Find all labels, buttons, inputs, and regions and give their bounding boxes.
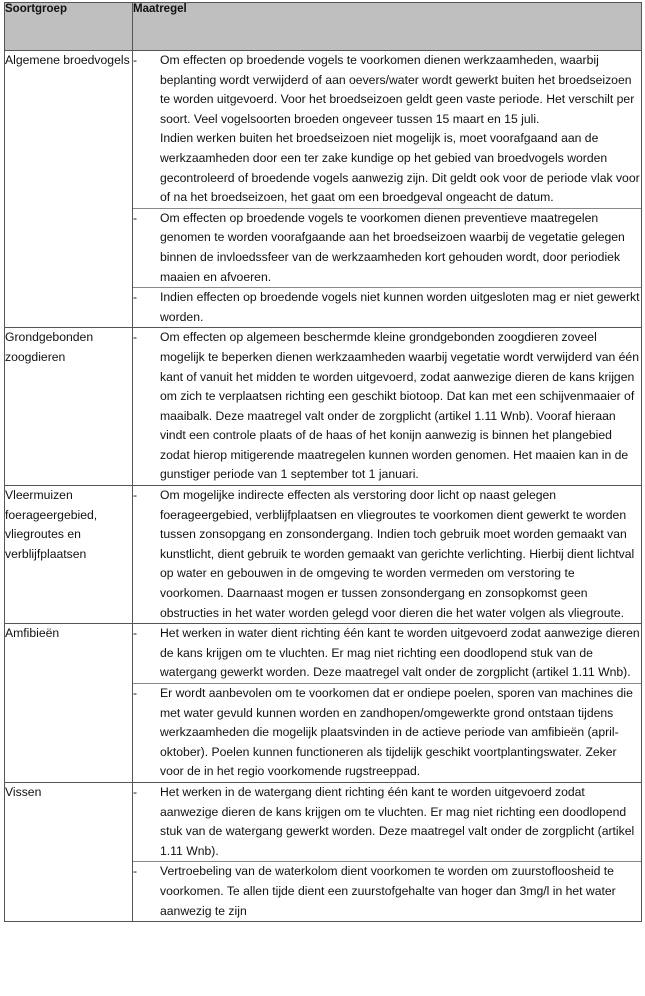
measure-paragraph: Het werken in de watergang dient richting één kant te worden uitgevoerd zodat aanwezige dieren de kans krijgen om te vluchten. Er mag niet richting een doodlopend stuk van de watergang gewerkt worden. Deze maatregel valt onder de zorgplicht (artikel 1.11 Wnb). — [160, 784, 635, 858]
measure-item — [133, 783, 641, 861]
table-row — [5, 328, 642, 486]
bullet-dash: - — [133, 290, 138, 305]
header-maatregel: Maatregel — [133, 3, 642, 51]
measure-cell — [133, 51, 642, 328]
measure-paragraph: Indien effecten op broedende vogels niet kunnen worden uitgesloten mag er niet gewerkt worden. — [160, 290, 640, 324]
measure-text — [160, 862, 641, 921]
measure-text — [160, 783, 641, 861]
bullet-dash: - — [133, 686, 138, 700]
bullet-dash: - — [133, 210, 138, 225]
bullet-dash: - — [133, 330, 138, 345]
measure-text — [160, 486, 641, 623]
table-row — [5, 782, 642, 921]
measure-item — [133, 51, 641, 208]
header-soortgroep: Soortgroep — [5, 3, 133, 51]
measure-paragraph: Om effecten op broedende vogels te voorkomen dienen werkzaamheden, waarbij beplanting wordt verwijderd of aan oevers/water wordt gewerkt buiten het broedseizoen te worden uitgevoerd. Voor het broedseizoen geldt geen vaste periode. Het verschilt per soort. Veel vogelsoorten broeden ongeveer tussen 15 maart en 15 juli. — [160, 53, 635, 126]
measure-text — [160, 288, 641, 327]
bullet-dash: - — [133, 626, 138, 641]
measure-cell — [133, 624, 642, 783]
bullet-dash: - — [133, 53, 138, 67]
table-header-row — [5, 3, 642, 51]
measure-text — [160, 328, 641, 485]
measure-paragraph: Er wordt aanbevolen om te voorkomen dat er ondiepe poelen, sporen van machines die met water gevuld kunnen worden en zandhopen/omgewerkte grond ontstaan tijdens werkzaamheden die mogelijk plaatsvinden in de actieve periode van amfibieën (april-oktober). Poelen kunnen functioneren als tijdelijk geschikt voortplantingswater. Zeker voor de in het regio voorkomende rugstreeppad. — [160, 686, 633, 779]
measure-paragraph: Om effecten op broedende vogels te voorkomen dienen preventieve maatregelen genomen te worden voorafgaande aan het broedseizoen waarbij de vegetatie gelegen binnen de invloedssfeer van de werkzaamheden kort gehouden wordt, door periodiek maaien en afvoeren. — [160, 210, 625, 284]
measures-table — [4, 2, 642, 922]
measure-paragraph: Om mogelijke indirecte effecten als verstoring door licht op naast gelegen foerageergebied, verblijfplaatsen en vliegroutes te voorkomen dient gewerkt te worden tussen zonsopgang en zonsondergang. Indien toch gebruik moet worden gemaakt van kunstlicht, dient gebruik te worden gemaakt van gerichte verlichting. Hierbij dient lichtval op water en gebouwen in de omgeving te worden vermeden om verstoring te voorkomen. Daarnaast mogen er tussen zonsondergang en zonsopkomst geen obstructies in het water worden gelegd voor dieren die het water volgen als vliegroute. — [160, 488, 635, 620]
measure-item — [133, 328, 641, 485]
measure-text — [160, 209, 641, 287]
table-row — [5, 51, 642, 328]
species-group-cell: Vleermuizen foerageergebied, vliegroutes en verblijfplaatsen — [5, 486, 133, 624]
table-row — [5, 486, 642, 624]
measure-item — [133, 287, 641, 327]
measure-text — [160, 684, 641, 782]
measure-text — [160, 51, 641, 208]
measure-item — [133, 208, 641, 287]
bullet-dash: - — [133, 488, 138, 503]
measure-paragraph: Het werken in water dient richting één kant te worden uitgevoerd zodat aanwezige dieren de kans krijgen om te vluchten. Er mag niet richting een doodlopend stuk van de watergang gewerkt worden. Deze maatregel valt onder de zorgplicht (artikel 1.11 Wnb). — [160, 626, 640, 680]
measure-item — [133, 683, 641, 782]
measure-cell — [133, 782, 642, 921]
measure-paragraph: Indien werken buiten het broedseizoen niet mogelijk is, moet voorafgaand aan de werkzaamheden door een ter zake kundige op het gebied van broedvogels worden gecontroleerd of broedende vogels aanwezig zijn. Dit geldt ook voor de periode vlak voor of na het broedseizoen, het gaat om een broedgeval ongeacht de datum. — [160, 131, 640, 205]
species-group-cell: Grondgebonden zoogdieren — [5, 328, 133, 486]
bullet-dash: - — [133, 784, 138, 799]
measure-item — [133, 486, 641, 623]
measure-paragraph: Om effecten op algemeen beschermde kleine grondgebonden zoogdieren zoveel mogelijk te beperken dienen werkzaamheden waarbij vegetatie wordt verwijderd van één kant of vanuit het midden te worden uitgevoerd, zodat aanwezige dieren de kans krijgen om zich te verplaatsen richting een geschikt biotoop. Dat kan met een schijvenmaaier of maaibalk. Deze maatregel valt onder de zorgplicht (artikel 1.11 Wnb). Vooraf hieraan vindt een controle plaats of de haas of het konijn aanwezig is binnen het plangebied zodat hierop mitigerende maatregelen kunnen worden genomen. Het maaien kan in de gunstiger periode van 1 september tot 1 januari. — [160, 330, 639, 482]
species-group-cell: Algemene broedvogels — [5, 51, 133, 328]
table-row — [5, 624, 642, 783]
measure-text — [160, 624, 641, 683]
species-group-cell: Amfibieën — [5, 624, 133, 783]
measure-paragraph: Vertroebeling van de waterkolom dient voorkomen te worden om zuurstofloosheid te voorkomen. Te allen tijde dient een zuurstofgehalte van hoger dan 3mg/l in het water aanwezig te zijn — [160, 864, 616, 918]
measure-item — [133, 861, 641, 921]
measure-cell — [133, 328, 642, 486]
species-group-cell: Vissen — [5, 782, 133, 921]
measure-item — [133, 624, 641, 683]
bullet-dash: - — [133, 864, 138, 879]
measure-cell — [133, 486, 642, 624]
